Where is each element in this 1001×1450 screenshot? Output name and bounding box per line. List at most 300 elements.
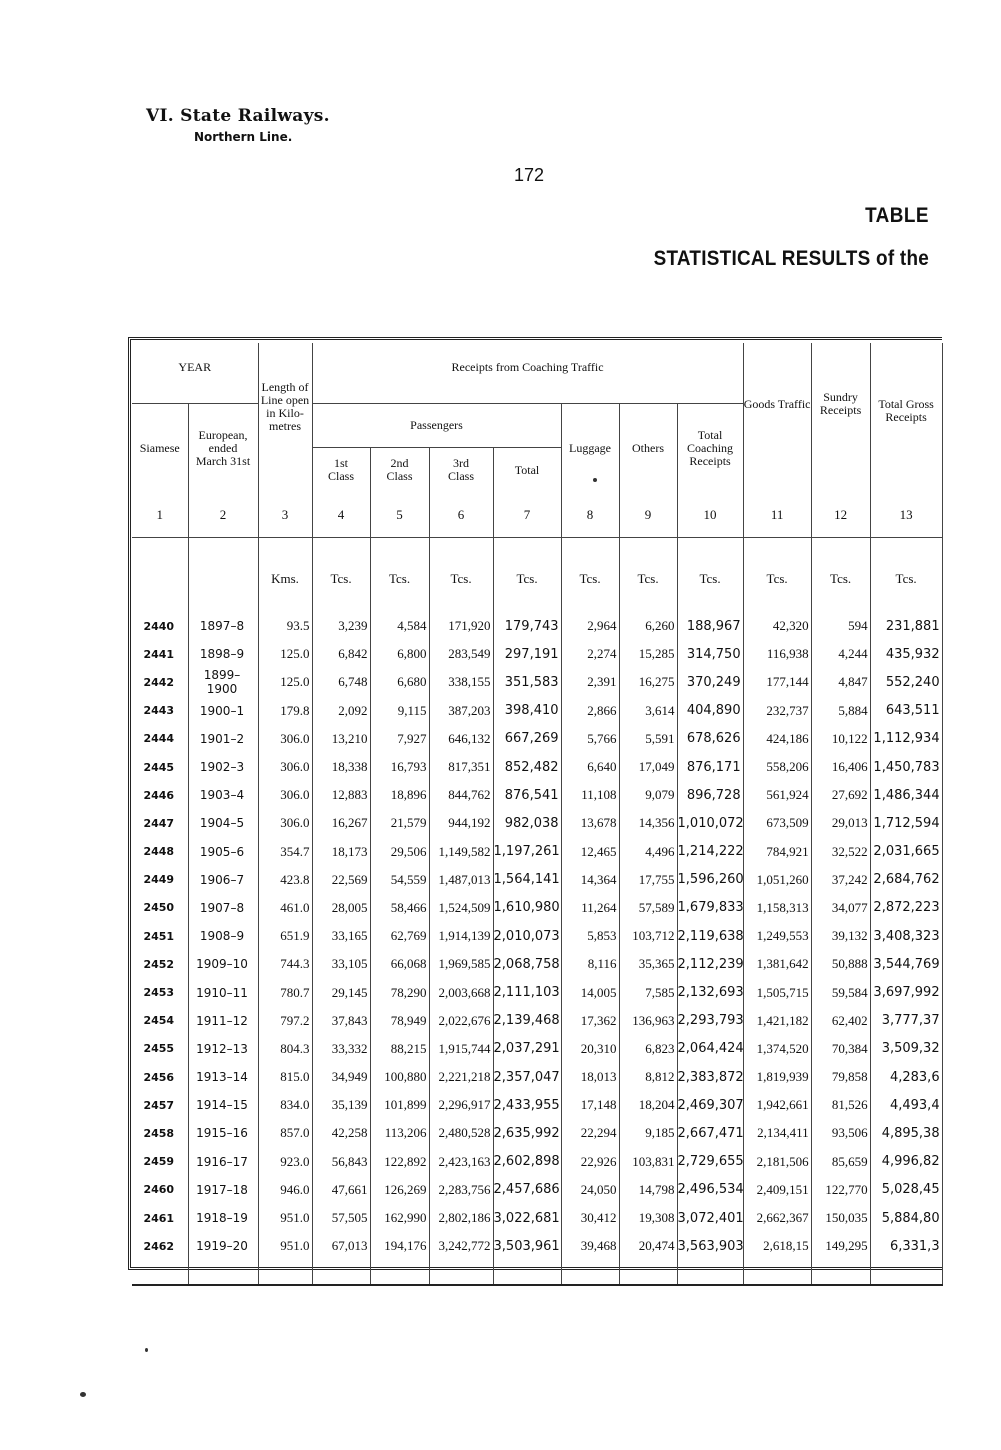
table-cell: 678,626 bbox=[677, 725, 743, 753]
table-cell: 2,457,686 bbox=[493, 1176, 561, 1204]
table-cell: 39,468 bbox=[561, 1232, 619, 1260]
table-cell: 2,802,186 bbox=[429, 1204, 493, 1232]
table-cell: 22,569 bbox=[312, 866, 370, 894]
table-cell: 2,003,668 bbox=[429, 978, 493, 1006]
table-cell: 306.0 bbox=[258, 725, 312, 753]
header-passengers-group: Passengers bbox=[312, 403, 561, 447]
header-coaching-group: Receipts from Coaching Traffic bbox=[312, 343, 743, 403]
header-total-gross: Total Gross Receipts bbox=[870, 343, 942, 493]
table-cell: 2,383,872 bbox=[677, 1063, 743, 1091]
statistics-table bbox=[132, 343, 943, 1286]
table-cell: 5,028,45 bbox=[870, 1176, 942, 1204]
table-row bbox=[132, 866, 942, 894]
unit-label: Tcs. bbox=[811, 538, 870, 613]
table-cell: 34,949 bbox=[312, 1063, 370, 1091]
table-cell: 552,240 bbox=[870, 668, 942, 696]
table-cell: 1,486,344 bbox=[870, 781, 942, 809]
table-cell: 4,496 bbox=[619, 838, 677, 866]
table-cell: 784,921 bbox=[743, 838, 811, 866]
table-cell: 1,421,182 bbox=[743, 1007, 811, 1035]
table-cell: 2461 bbox=[132, 1204, 188, 1232]
table-cell: 1904–5 bbox=[188, 809, 258, 837]
column-number: 7 bbox=[493, 493, 561, 538]
table-cell: 34,077 bbox=[811, 894, 870, 922]
table-cell: 354.7 bbox=[258, 838, 312, 866]
section-title: VI. State Railways. bbox=[146, 106, 330, 126]
table-cell: 32,522 bbox=[811, 838, 870, 866]
table-cell: 14,356 bbox=[619, 809, 677, 837]
column-number: 12 bbox=[811, 493, 870, 538]
table-cell: 18,173 bbox=[312, 838, 370, 866]
table-cell: 6,260 bbox=[619, 612, 677, 640]
table-cell: 1914–15 bbox=[188, 1091, 258, 1119]
table-cell: 2,293,793 bbox=[677, 1007, 743, 1035]
table-cell: 2,112,239 bbox=[677, 950, 743, 978]
table-cell: 12,465 bbox=[561, 838, 619, 866]
table-cell: 1,197,261 bbox=[493, 838, 561, 866]
table-cell: 2,866 bbox=[561, 697, 619, 725]
table-cell: 594 bbox=[811, 612, 870, 640]
table-cell: 30,412 bbox=[561, 1204, 619, 1232]
table-body bbox=[132, 493, 942, 1285]
table-cell: 10,122 bbox=[811, 725, 870, 753]
table-row bbox=[132, 640, 942, 668]
header-passenger-total: Total bbox=[493, 447, 561, 493]
table-cell: 162,990 bbox=[370, 1204, 429, 1232]
table-cell: 857.0 bbox=[258, 1119, 312, 1147]
table-cell: 4,847 bbox=[811, 668, 870, 696]
table-cell: 2,022,676 bbox=[429, 1007, 493, 1035]
table-cell: 2453 bbox=[132, 978, 188, 1006]
table-cell: 1913–14 bbox=[188, 1063, 258, 1091]
table-cell: 54,559 bbox=[370, 866, 429, 894]
table-cell: 2,283,756 bbox=[429, 1176, 493, 1204]
table-cell: 306.0 bbox=[258, 809, 312, 837]
table-row bbox=[132, 809, 942, 837]
table-cell: 6,842 bbox=[312, 640, 370, 668]
table-cell: 2,357,047 bbox=[493, 1063, 561, 1091]
empty-cell bbox=[258, 1260, 312, 1285]
table-cell: 2,092 bbox=[312, 697, 370, 725]
table-cell: 1,712,594 bbox=[870, 809, 942, 837]
table-cell: 1,969,585 bbox=[429, 950, 493, 978]
table-row bbox=[132, 1119, 942, 1147]
table-cell: 2,296,917 bbox=[429, 1091, 493, 1119]
table-cell: 2441 bbox=[132, 640, 188, 668]
table-cell: 232,737 bbox=[743, 697, 811, 725]
table-cell: 338,155 bbox=[429, 668, 493, 696]
table-cell: 2,111,103 bbox=[493, 978, 561, 1006]
table-cell: 125.0 bbox=[258, 640, 312, 668]
table-label: TABLE bbox=[865, 204, 929, 227]
table-cell: 2,132,693 bbox=[677, 978, 743, 1006]
table-cell: 14,005 bbox=[561, 978, 619, 1006]
table-row bbox=[132, 838, 942, 866]
ink-speck bbox=[593, 478, 597, 482]
table-cell: 33,332 bbox=[312, 1035, 370, 1063]
table-cell: 387,203 bbox=[429, 697, 493, 725]
table-cell: 951.0 bbox=[258, 1204, 312, 1232]
table-cell: 126,269 bbox=[370, 1176, 429, 1204]
empty-cell bbox=[429, 1260, 493, 1285]
empty-cell bbox=[188, 1260, 258, 1285]
page-number: 172 bbox=[514, 165, 545, 185]
table-cell: 3,503,961 bbox=[493, 1232, 561, 1260]
table-cell: 2,274 bbox=[561, 640, 619, 668]
table-cell: 1902–3 bbox=[188, 753, 258, 781]
table-row bbox=[132, 612, 942, 640]
table-row bbox=[132, 781, 942, 809]
table-cell: 70,384 bbox=[811, 1035, 870, 1063]
table-cell: 100,880 bbox=[370, 1063, 429, 1091]
table-cell: 42,320 bbox=[743, 612, 811, 640]
table-cell: 3,697,992 bbox=[870, 978, 942, 1006]
table-cell: 6,680 bbox=[370, 668, 429, 696]
table-row bbox=[132, 1063, 942, 1091]
table-cell: 1907–8 bbox=[188, 894, 258, 922]
table-cell: 2458 bbox=[132, 1119, 188, 1147]
table-cell: 2,134,411 bbox=[743, 1119, 811, 1147]
empty-cell bbox=[132, 1260, 188, 1285]
unit-label: Tcs. bbox=[677, 538, 743, 613]
table-cell: 643,511 bbox=[870, 697, 942, 725]
table-bottom-rule bbox=[132, 1260, 942, 1285]
table-cell: 2,031,665 bbox=[870, 838, 942, 866]
table-cell: 876,541 bbox=[493, 781, 561, 809]
header-luggage: Luggage bbox=[561, 403, 619, 493]
table-cell: 231,881 bbox=[870, 612, 942, 640]
table-cell: 47,661 bbox=[312, 1176, 370, 1204]
column-number: 13 bbox=[870, 493, 942, 538]
table-cell: 81,526 bbox=[811, 1091, 870, 1119]
table-cell: 35,139 bbox=[312, 1091, 370, 1119]
table-cell: 18,896 bbox=[370, 781, 429, 809]
table-cell: 1,214,222 bbox=[677, 838, 743, 866]
table-cell: 3,072,401 bbox=[677, 1204, 743, 1232]
table-cell: 1,942,661 bbox=[743, 1091, 811, 1119]
table-cell: 834.0 bbox=[258, 1091, 312, 1119]
table-cell: 103,712 bbox=[619, 922, 677, 950]
table-cell: 2,964 bbox=[561, 612, 619, 640]
table-cell: 2,423,163 bbox=[429, 1148, 493, 1176]
table-cell: 1,450,783 bbox=[870, 753, 942, 781]
table-cell: 3,563,903 bbox=[677, 1232, 743, 1260]
table-cell: 5,591 bbox=[619, 725, 677, 753]
table-cell: 351,583 bbox=[493, 668, 561, 696]
table-cell: 113,206 bbox=[370, 1119, 429, 1147]
table-cell: 1909–10 bbox=[188, 950, 258, 978]
table-row bbox=[132, 697, 942, 725]
table-cell: 20,310 bbox=[561, 1035, 619, 1063]
table-cell: 2,618,15 bbox=[743, 1232, 811, 1260]
unit-label: Tcs. bbox=[870, 538, 942, 613]
table-cell: 944,192 bbox=[429, 809, 493, 837]
table-cell: 1,564,141 bbox=[493, 866, 561, 894]
table-cell: 923.0 bbox=[258, 1148, 312, 1176]
table-cell: 1,249,553 bbox=[743, 922, 811, 950]
column-number: 5 bbox=[370, 493, 429, 538]
header-length: Length of Line open in Kilo- metres bbox=[258, 343, 312, 493]
table-cell: 18,204 bbox=[619, 1091, 677, 1119]
table-cell: 817,351 bbox=[429, 753, 493, 781]
empty-cell bbox=[870, 1260, 942, 1285]
unit-label: Tcs. bbox=[561, 538, 619, 613]
table-title: STATISTICAL RESULTS of the bbox=[653, 247, 929, 270]
table-cell: 13,678 bbox=[561, 809, 619, 837]
table-cell: 177,144 bbox=[743, 668, 811, 696]
empty-cell bbox=[312, 1260, 370, 1285]
table-cell: 2454 bbox=[132, 1007, 188, 1035]
table-cell: 2451 bbox=[132, 922, 188, 950]
column-number: 6 bbox=[429, 493, 493, 538]
table-cell: 2460 bbox=[132, 1176, 188, 1204]
table-cell: 79,858 bbox=[811, 1063, 870, 1091]
empty-cell bbox=[619, 1260, 677, 1285]
table-cell: 3,544,769 bbox=[870, 950, 942, 978]
table-cell: 179.8 bbox=[258, 697, 312, 725]
table-cell: 2457 bbox=[132, 1091, 188, 1119]
table-cell: 306.0 bbox=[258, 753, 312, 781]
unit-label: Tcs. bbox=[619, 538, 677, 613]
table-row bbox=[132, 978, 942, 1006]
table-cell: 2,181,506 bbox=[743, 1148, 811, 1176]
table-cell: 29,013 bbox=[811, 809, 870, 837]
table-cell: 561,924 bbox=[743, 781, 811, 809]
table-cell: 7,927 bbox=[370, 725, 429, 753]
table-cell: 3,022,681 bbox=[493, 1204, 561, 1232]
table-cell: 1917–18 bbox=[188, 1176, 258, 1204]
table-cell: 398,410 bbox=[493, 697, 561, 725]
table-cell: 2,409,151 bbox=[743, 1176, 811, 1204]
table-cell: 2,139,468 bbox=[493, 1007, 561, 1035]
units-row bbox=[132, 538, 942, 613]
header-european: European, ended March 31st bbox=[188, 403, 258, 493]
table-cell: 314,750 bbox=[677, 640, 743, 668]
unit-label: Kms. bbox=[258, 538, 312, 613]
table-cell: 4,283,6 bbox=[870, 1063, 942, 1091]
table-cell: 2,119,638 bbox=[677, 922, 743, 950]
table-cell: 37,843 bbox=[312, 1007, 370, 1035]
table-cell: 88,215 bbox=[370, 1035, 429, 1063]
table-cell: 3,614 bbox=[619, 697, 677, 725]
table-cell: 4,493,4 bbox=[870, 1091, 942, 1119]
table-cell: 896,728 bbox=[677, 781, 743, 809]
table-cell: 3,408,323 bbox=[870, 922, 942, 950]
table-cell: 14,364 bbox=[561, 866, 619, 894]
table-cell: 1903–4 bbox=[188, 781, 258, 809]
table-cell: 78,949 bbox=[370, 1007, 429, 1035]
table-cell: 7,585 bbox=[619, 978, 677, 1006]
table-cell: 1916–17 bbox=[188, 1148, 258, 1176]
table-cell: 17,362 bbox=[561, 1007, 619, 1035]
table-header bbox=[132, 343, 942, 493]
table-cell: 12,883 bbox=[312, 781, 370, 809]
table-cell: 9,079 bbox=[619, 781, 677, 809]
table-cell: 5,884 bbox=[811, 697, 870, 725]
table-cell: 804.3 bbox=[258, 1035, 312, 1063]
table-cell: 2462 bbox=[132, 1232, 188, 1260]
table-cell: 29,145 bbox=[312, 978, 370, 1006]
table-cell: 20,474 bbox=[619, 1232, 677, 1260]
table-cell: 461.0 bbox=[258, 894, 312, 922]
table-cell: 22,294 bbox=[561, 1119, 619, 1147]
table-cell: 1,819,939 bbox=[743, 1063, 811, 1091]
table-cell: 2450 bbox=[132, 894, 188, 922]
table-cell: 85,659 bbox=[811, 1148, 870, 1176]
table-cell: 2444 bbox=[132, 725, 188, 753]
table-cell: 1908–9 bbox=[188, 922, 258, 950]
table-cell: 370,249 bbox=[677, 668, 743, 696]
table-cell: 28,005 bbox=[312, 894, 370, 922]
table-cell: 2,221,218 bbox=[429, 1063, 493, 1091]
table-cell: 852,482 bbox=[493, 753, 561, 781]
table-cell: 1918–19 bbox=[188, 1204, 258, 1232]
table-cell: 1,610,980 bbox=[493, 894, 561, 922]
table-cell: 2445 bbox=[132, 753, 188, 781]
column-number-row bbox=[132, 493, 942, 538]
table-cell: 424,186 bbox=[743, 725, 811, 753]
table-cell: 150,035 bbox=[811, 1204, 870, 1232]
table-cell: 9,115 bbox=[370, 697, 429, 725]
table-cell: 58,466 bbox=[370, 894, 429, 922]
table-cell: 2448 bbox=[132, 838, 188, 866]
table-cell: 16,267 bbox=[312, 809, 370, 837]
table-cell: 558,206 bbox=[743, 753, 811, 781]
table-cell: 1,505,715 bbox=[743, 978, 811, 1006]
table-cell: 815.0 bbox=[258, 1063, 312, 1091]
table-cell: 42,258 bbox=[312, 1119, 370, 1147]
table-cell: 1,596,260 bbox=[677, 866, 743, 894]
column-number: 1 bbox=[132, 493, 188, 538]
table-cell: 29,506 bbox=[370, 838, 429, 866]
unit-label bbox=[132, 538, 188, 613]
table-cell: 404,890 bbox=[677, 697, 743, 725]
table-cell: 136,963 bbox=[619, 1007, 677, 1035]
header-goods: Goods Traffic bbox=[743, 343, 811, 493]
table-cell: 27,692 bbox=[811, 781, 870, 809]
table-cell: 17,049 bbox=[619, 753, 677, 781]
table-cell: 18,338 bbox=[312, 753, 370, 781]
table-row bbox=[132, 950, 942, 978]
table-cell: 1,914,139 bbox=[429, 922, 493, 950]
table-cell: 4,895,38 bbox=[870, 1119, 942, 1147]
table-row bbox=[132, 725, 942, 753]
table-cell: 6,331,3 bbox=[870, 1232, 942, 1260]
table-cell: 4,996,82 bbox=[870, 1148, 942, 1176]
table-cell: 16,406 bbox=[811, 753, 870, 781]
table-cell: 982,038 bbox=[493, 809, 561, 837]
table-cell: 17,755 bbox=[619, 866, 677, 894]
table-cell: 2,496,534 bbox=[677, 1176, 743, 1204]
table-cell: 2456 bbox=[132, 1063, 188, 1091]
table-cell: 1905–6 bbox=[188, 838, 258, 866]
header-others: Others bbox=[619, 403, 677, 493]
table-row bbox=[132, 1176, 942, 1204]
column-number: 11 bbox=[743, 493, 811, 538]
table-cell: 306.0 bbox=[258, 781, 312, 809]
table-cell: 116,938 bbox=[743, 640, 811, 668]
unit-label bbox=[188, 538, 258, 613]
table-cell: 2452 bbox=[132, 950, 188, 978]
table-cell: 2,469,307 bbox=[677, 1091, 743, 1119]
table-cell: 1,374,520 bbox=[743, 1035, 811, 1063]
table-cell: 125.0 bbox=[258, 668, 312, 696]
unit-label: Tcs. bbox=[743, 538, 811, 613]
table-cell: 2446 bbox=[132, 781, 188, 809]
column-number: 10 bbox=[677, 493, 743, 538]
table-cell: 2,010,073 bbox=[493, 922, 561, 950]
table-cell: 14,798 bbox=[619, 1176, 677, 1204]
table-cell: 21,579 bbox=[370, 809, 429, 837]
table-row bbox=[132, 1232, 942, 1260]
table-cell: 2459 bbox=[132, 1148, 188, 1176]
table-cell: 194,176 bbox=[370, 1232, 429, 1260]
table-cell: 1,112,934 bbox=[870, 725, 942, 753]
table-cell: 1,010,072 bbox=[677, 809, 743, 837]
table-cell: 122,892 bbox=[370, 1148, 429, 1176]
table-cell: 5,766 bbox=[561, 725, 619, 753]
table-cell: 844,762 bbox=[429, 781, 493, 809]
unit-label: Tcs. bbox=[312, 538, 370, 613]
table-cell: 951.0 bbox=[258, 1232, 312, 1260]
table-cell: 1915–16 bbox=[188, 1119, 258, 1147]
table-cell: 6,823 bbox=[619, 1035, 677, 1063]
table-cell: 1899–1900 bbox=[188, 668, 258, 696]
table-cell: 1,051,260 bbox=[743, 866, 811, 894]
table-cell: 2,729,655 bbox=[677, 1148, 743, 1176]
table-cell: 1910–11 bbox=[188, 978, 258, 1006]
table-cell: 1901–2 bbox=[188, 725, 258, 753]
table-cell: 59,584 bbox=[811, 978, 870, 1006]
table-cell: 876,171 bbox=[677, 753, 743, 781]
table-row bbox=[132, 894, 942, 922]
table-cell: 1,679,833 bbox=[677, 894, 743, 922]
table-cell: 103,831 bbox=[619, 1148, 677, 1176]
table-row bbox=[132, 753, 942, 781]
table-cell: 122,770 bbox=[811, 1176, 870, 1204]
table-cell: 1,149,582 bbox=[429, 838, 493, 866]
table-cell: 35,365 bbox=[619, 950, 677, 978]
table-cell: 2,037,291 bbox=[493, 1035, 561, 1063]
table-cell: 2440 bbox=[132, 612, 188, 640]
table-cell: 62,402 bbox=[811, 1007, 870, 1035]
table-cell: 1,915,744 bbox=[429, 1035, 493, 1063]
table-cell: 6,640 bbox=[561, 753, 619, 781]
ink-speck bbox=[145, 1348, 148, 1352]
table-cell: 16,275 bbox=[619, 668, 677, 696]
table-cell: 13,210 bbox=[312, 725, 370, 753]
column-number: 2 bbox=[188, 493, 258, 538]
table-cell: 1919–20 bbox=[188, 1232, 258, 1260]
table-cell: 67,013 bbox=[312, 1232, 370, 1260]
empty-cell bbox=[493, 1260, 561, 1285]
table-cell: 744.3 bbox=[258, 950, 312, 978]
table-cell: 16,793 bbox=[370, 753, 429, 781]
table-cell: 6,748 bbox=[312, 668, 370, 696]
unit-label: Tcs. bbox=[429, 538, 493, 613]
table-cell: 188,967 bbox=[677, 612, 743, 640]
empty-cell bbox=[370, 1260, 429, 1285]
section-subtitle: Northern Line. bbox=[194, 130, 293, 144]
table-cell: 149,295 bbox=[811, 1232, 870, 1260]
table-cell: 2,602,898 bbox=[493, 1148, 561, 1176]
table-cell: 2,684,762 bbox=[870, 866, 942, 894]
header-total-coaching: Total Coaching Receipts bbox=[677, 403, 743, 493]
table-cell: 673,509 bbox=[743, 809, 811, 837]
table-cell: 1906–7 bbox=[188, 866, 258, 894]
column-number: 4 bbox=[312, 493, 370, 538]
table-cell: 37,242 bbox=[811, 866, 870, 894]
